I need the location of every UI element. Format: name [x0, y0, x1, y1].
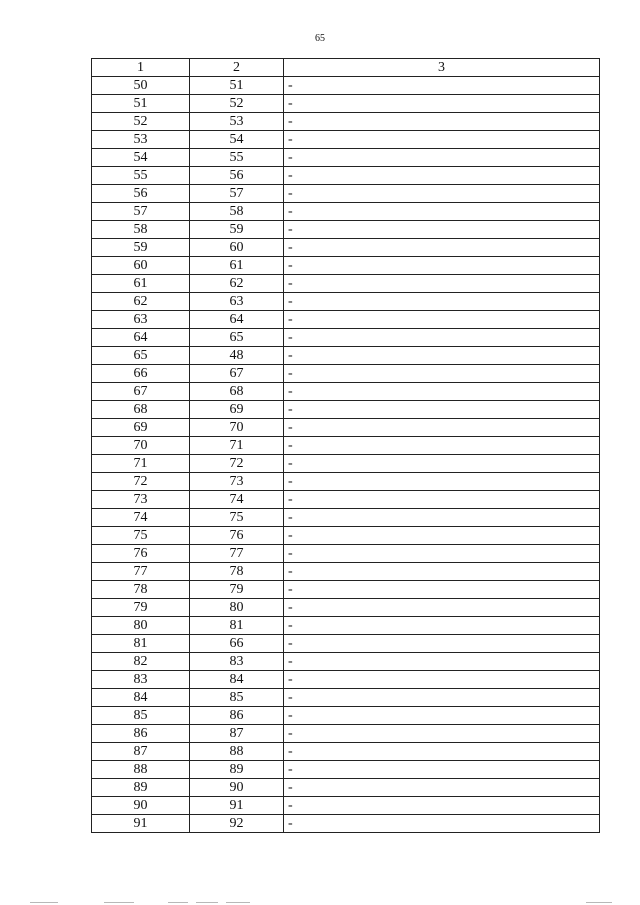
- table-cell-col-1: 80: [92, 617, 190, 635]
- table-cell-col-1: 76: [92, 545, 190, 563]
- table-cell-col-3: -: [284, 509, 600, 527]
- table-row: [92, 599, 600, 617]
- table-row: [92, 275, 600, 293]
- table-cell-col-3: -: [284, 77, 600, 95]
- table-cell-col-1: 64: [92, 329, 190, 347]
- column-header-3: 3: [284, 59, 600, 77]
- table-cell-col-3: -: [284, 401, 600, 419]
- table-cell-col-2: 67: [190, 365, 284, 383]
- column-header-2: 2: [190, 59, 284, 77]
- table-cell-col-1: 72: [92, 473, 190, 491]
- table-row: [92, 131, 600, 149]
- table-cell-col-3: -: [284, 185, 600, 203]
- table-cell-col-3: -: [284, 347, 600, 365]
- table-cell-col-2: 70: [190, 419, 284, 437]
- table-cell-col-1: 83: [92, 671, 190, 689]
- table-row: [92, 311, 600, 329]
- table-cell-col-1: 54: [92, 149, 190, 167]
- table-cell-col-2: 69: [190, 401, 284, 419]
- table-cell-col-1: 68: [92, 401, 190, 419]
- table-cell-col-2: 79: [190, 581, 284, 599]
- table-cell-col-3: -: [284, 527, 600, 545]
- table-cell-col-3: -: [284, 221, 600, 239]
- table-row: [92, 77, 600, 95]
- table-row: [92, 401, 600, 419]
- table-cell-col-3: -: [284, 275, 600, 293]
- table-row: [92, 149, 600, 167]
- table-cell-col-2: 65: [190, 329, 284, 347]
- table-cell-col-2: 89: [190, 761, 284, 779]
- table-cell-col-2: 86: [190, 707, 284, 725]
- table-cell-col-3: -: [284, 743, 600, 761]
- table-row: [92, 185, 600, 203]
- table-cell-col-1: 88: [92, 761, 190, 779]
- table-row: [92, 509, 600, 527]
- table-row: [92, 203, 600, 221]
- table-cell-col-3: -: [284, 383, 600, 401]
- table-cell-col-1: 69: [92, 419, 190, 437]
- table-cell-col-2: 84: [190, 671, 284, 689]
- table-cell-col-1: 77: [92, 563, 190, 581]
- table-row: [92, 473, 600, 491]
- table-cell-col-1: 73: [92, 491, 190, 509]
- table-row: [92, 347, 600, 365]
- table-cell-col-2: 62: [190, 275, 284, 293]
- table-cell-col-1: 79: [92, 599, 190, 617]
- table-row: [92, 365, 600, 383]
- table-cell-col-3: -: [284, 563, 600, 581]
- table-cell-col-1: 82: [92, 653, 190, 671]
- table-cell-col-1: 86: [92, 725, 190, 743]
- table-cell-col-1: 62: [92, 293, 190, 311]
- table-cell-col-2: 57: [190, 185, 284, 203]
- table-row: [92, 563, 600, 581]
- table-cell-col-3: -: [284, 617, 600, 635]
- table-row: [92, 761, 600, 779]
- table-row: [92, 797, 600, 815]
- table-row: [92, 293, 600, 311]
- table-cell-col-2: 53: [190, 113, 284, 131]
- table-row: [92, 329, 600, 347]
- table-row: [92, 257, 600, 275]
- table-cell-col-1: 59: [92, 239, 190, 257]
- table-cell-col-2: 90: [190, 779, 284, 797]
- table-cell-col-3: -: [284, 95, 600, 113]
- table-cell-col-1: 57: [92, 203, 190, 221]
- table-cell-col-2: 91: [190, 797, 284, 815]
- table-cell-col-1: 60: [92, 257, 190, 275]
- table-row: [92, 239, 600, 257]
- table-cell-col-3: -: [284, 473, 600, 491]
- table-cell-col-3: -: [284, 329, 600, 347]
- table-cell-col-2: 81: [190, 617, 284, 635]
- table-cell-col-3: -: [284, 149, 600, 167]
- table-cell-col-3: -: [284, 131, 600, 149]
- table-cell-col-1: 51: [92, 95, 190, 113]
- table-cell-col-1: 75: [92, 527, 190, 545]
- table-cell-col-2: 74: [190, 491, 284, 509]
- table-row: [92, 581, 600, 599]
- table-cell-col-1: 87: [92, 743, 190, 761]
- table-cell-col-2: 78: [190, 563, 284, 581]
- table-cell-col-3: -: [284, 113, 600, 131]
- table-cell-col-2: 73: [190, 473, 284, 491]
- table-cell-col-3: -: [284, 689, 600, 707]
- table-cell-col-2: 55: [190, 149, 284, 167]
- data-table: [91, 58, 600, 833]
- table-cell-col-1: 55: [92, 167, 190, 185]
- table-cell-col-2: 59: [190, 221, 284, 239]
- table-cell-col-2: 72: [190, 455, 284, 473]
- table-row: [92, 617, 600, 635]
- table-row: [92, 437, 600, 455]
- table-cell-col-2: 52: [190, 95, 284, 113]
- table-cell-col-1: 91: [92, 815, 190, 833]
- table-cell-col-2: 77: [190, 545, 284, 563]
- table-cell-col-3: -: [284, 599, 600, 617]
- table-row: [92, 815, 600, 833]
- table-cell-col-2: 83: [190, 653, 284, 671]
- table-row: [92, 383, 600, 401]
- table-cell-col-2: 60: [190, 239, 284, 257]
- table-cell-col-3: -: [284, 779, 600, 797]
- table-cell-col-3: -: [284, 653, 600, 671]
- table-cell-col-1: 58: [92, 221, 190, 239]
- table-row: [92, 419, 600, 437]
- table-cell-col-2: 61: [190, 257, 284, 275]
- table-row: [92, 95, 600, 113]
- table-cell-col-2: 92: [190, 815, 284, 833]
- table-cell-col-2: 80: [190, 599, 284, 617]
- table-row: [92, 707, 600, 725]
- table-cell-col-1: 78: [92, 581, 190, 599]
- table-cell-col-3: -: [284, 725, 600, 743]
- table-cell-col-2: 56: [190, 167, 284, 185]
- table-cell-col-2: 87: [190, 725, 284, 743]
- table-cell-col-1: 56: [92, 185, 190, 203]
- table-cell-col-2: 54: [190, 131, 284, 149]
- table-row: [92, 527, 600, 545]
- table-cell-col-3: -: [284, 545, 600, 563]
- table-row: [92, 671, 600, 689]
- table-row: [92, 545, 600, 563]
- table-row: [92, 743, 600, 761]
- page-number: 65: [315, 33, 325, 44]
- table-cell-col-2: 85: [190, 689, 284, 707]
- table-cell-col-1: 71: [92, 455, 190, 473]
- table-cell-col-3: -: [284, 293, 600, 311]
- table-cell-col-2: 48: [190, 347, 284, 365]
- table-row: [92, 653, 600, 671]
- table-row: [92, 635, 600, 653]
- table-cell-col-3: -: [284, 581, 600, 599]
- table-cell-col-1: 81: [92, 635, 190, 653]
- table-cell-col-1: 89: [92, 779, 190, 797]
- column-header-1: 1: [92, 59, 190, 77]
- table-cell-col-3: -: [284, 167, 600, 185]
- table-cell-col-3: -: [284, 707, 600, 725]
- table-cell-col-2: 68: [190, 383, 284, 401]
- table-cell-col-3: -: [284, 491, 600, 509]
- scan-artifact: [0, 899, 640, 905]
- table-body: [92, 77, 600, 833]
- table-cell-col-3: -: [284, 671, 600, 689]
- table-cell-col-1: 61: [92, 275, 190, 293]
- table-cell-col-1: 90: [92, 797, 190, 815]
- table-row: [92, 779, 600, 797]
- table-cell-col-1: 67: [92, 383, 190, 401]
- table-cell-col-1: 65: [92, 347, 190, 365]
- table-cell-col-1: 50: [92, 77, 190, 95]
- table-cell-col-2: 76: [190, 527, 284, 545]
- table-cell-col-1: 85: [92, 707, 190, 725]
- table-cell-col-3: -: [284, 437, 600, 455]
- table-header-row: [92, 59, 600, 77]
- table-cell-col-2: 58: [190, 203, 284, 221]
- table-cell-col-1: 70: [92, 437, 190, 455]
- table-cell-col-2: 71: [190, 437, 284, 455]
- table-row: [92, 725, 600, 743]
- table-cell-col-1: 53: [92, 131, 190, 149]
- table-cell-col-3: -: [284, 365, 600, 383]
- table-cell-col-3: -: [284, 815, 600, 833]
- table-row: [92, 167, 600, 185]
- table-cell-col-3: -: [284, 761, 600, 779]
- table-cell-col-1: 74: [92, 509, 190, 527]
- table-row: [92, 113, 600, 131]
- table-cell-col-2: 88: [190, 743, 284, 761]
- table-cell-col-3: -: [284, 797, 600, 815]
- table-cell-col-3: -: [284, 203, 600, 221]
- table-cell-col-2: 51: [190, 77, 284, 95]
- table-cell-col-2: 75: [190, 509, 284, 527]
- table-cell-col-3: -: [284, 311, 600, 329]
- table-cell-col-1: 66: [92, 365, 190, 383]
- table-cell-col-3: -: [284, 239, 600, 257]
- table-cell-col-2: 63: [190, 293, 284, 311]
- table-row: [92, 455, 600, 473]
- table-cell-col-1: 52: [92, 113, 190, 131]
- table-cell-col-1: 63: [92, 311, 190, 329]
- table-cell-col-3: -: [284, 419, 600, 437]
- table-row: [92, 221, 600, 239]
- table-row: [92, 689, 600, 707]
- table-cell-col-2: 64: [190, 311, 284, 329]
- table-cell-col-3: -: [284, 455, 600, 473]
- table-row: [92, 491, 600, 509]
- table-cell-col-3: -: [284, 257, 600, 275]
- table-cell-col-2: 66: [190, 635, 284, 653]
- table-cell-col-1: 84: [92, 689, 190, 707]
- table-cell-col-3: -: [284, 635, 600, 653]
